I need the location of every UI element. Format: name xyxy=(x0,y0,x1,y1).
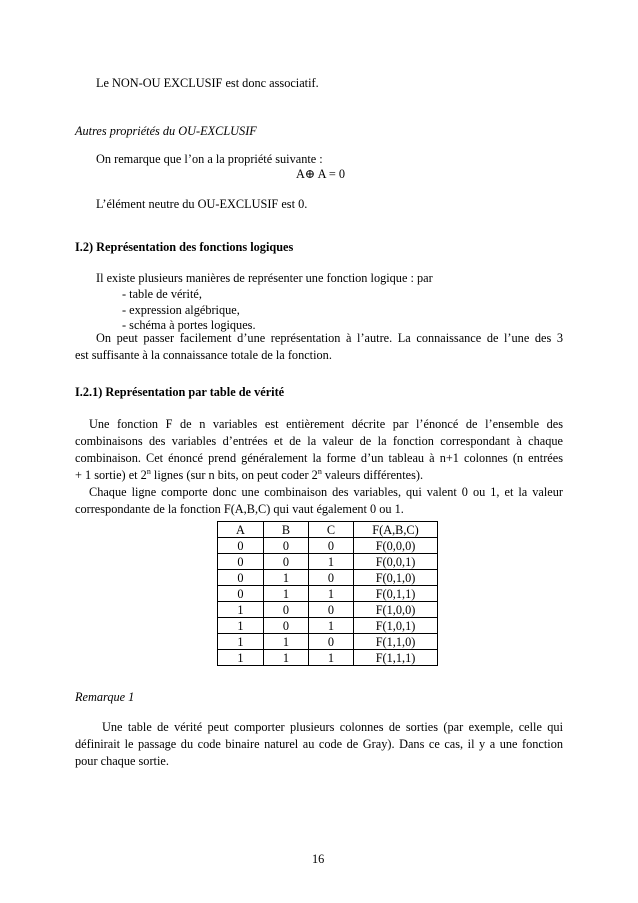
table-cell: F(0,0,0) xyxy=(354,538,438,554)
remarque-line3: pour chaque sortie. xyxy=(75,754,169,768)
heading-i2: I.2) Représentation des fonctions logiques xyxy=(75,240,294,254)
table-cell: 0 xyxy=(264,538,309,554)
table-row xyxy=(218,602,438,618)
line4-part2: lignes (sur n bits, on peut coder 2 xyxy=(150,468,318,482)
remarque-title: Remarque 1 xyxy=(75,690,135,704)
para-passer-line2: est suffisante à la connaissance totale de la fonction. xyxy=(75,348,332,362)
table-cell: 0 xyxy=(218,538,264,554)
list-item: - table de vérité, xyxy=(122,287,202,301)
table-cell: F(1,0,1) xyxy=(354,618,438,634)
table-cell: 0 xyxy=(309,538,354,554)
page-number: 16 xyxy=(312,852,325,866)
table-cell: 0 xyxy=(218,570,264,586)
table-cell: 1 xyxy=(309,650,354,666)
para-remarque: On remarque que l’on a la propriété suivante : xyxy=(96,152,323,166)
table-cell: 1 xyxy=(264,650,309,666)
header-cell: A xyxy=(218,522,264,538)
table-cell: 1 xyxy=(218,634,264,650)
para-fonction xyxy=(75,416,563,518)
table-cell: 1 xyxy=(264,586,309,602)
heading-i21: I.2.1) Représentation par table de vérité xyxy=(75,385,285,399)
formula-xor: A⊕ A = 0 xyxy=(296,167,346,181)
table-cell: F(1,1,0) xyxy=(354,634,438,650)
para-passer xyxy=(75,330,563,364)
header-cell: B xyxy=(264,522,309,538)
table-cell: F(0,1,1) xyxy=(354,586,438,602)
para-remarque-1 xyxy=(75,719,563,770)
table-row xyxy=(218,634,438,650)
table-cell: F(0,1,0) xyxy=(354,570,438,586)
header-cell: C xyxy=(309,522,354,538)
list-item: - expression algébrique, xyxy=(122,303,240,317)
table-cell: 0 xyxy=(264,602,309,618)
para-fonction-line2: combinaisons des variables d’entrées et de la valeur de la fonction correspondant à chaque xyxy=(75,434,563,448)
para-fonction-line4 xyxy=(75,467,563,484)
table-cell: 0 xyxy=(309,634,354,650)
exponent-n: n xyxy=(317,467,322,476)
table-cell: 0 xyxy=(309,570,354,586)
table-cell: 0 xyxy=(309,602,354,618)
list-item: - schéma à portes logiques. xyxy=(122,318,256,332)
para-element-neutre: L’élément neutre du OU-EXCLUSIF est 0. xyxy=(96,197,308,211)
section-title-proprietes: Autres propriétés du OU-EXCLUSIF xyxy=(75,124,257,138)
exponent-n: n xyxy=(146,467,151,476)
table-cell: F(1,1,1) xyxy=(354,650,438,666)
para-fonction-line3: combinaison. Cet énoncé prend généralement la forme d’un tableau à n+1 colonnes (n entrées xyxy=(75,451,563,465)
table-row xyxy=(218,618,438,634)
para-fonction-line5: Chaque ligne comporte donc une combinaison des variables, qui valent 0 ou 1, et la valeur xyxy=(89,485,563,499)
table-cell: 1 xyxy=(218,618,264,634)
header-cell: F(A,B,C) xyxy=(354,522,438,538)
para-fonction-line1: Une fonction F de n variables est entièrement décrite par l’énoncé de l’ensemble des xyxy=(89,417,563,431)
table-header-row xyxy=(218,522,438,538)
table-cell: F(1,0,0) xyxy=(354,602,438,618)
table-cell: 1 xyxy=(264,634,309,650)
table-cell: 0 xyxy=(264,618,309,634)
table-cell: 1 xyxy=(264,570,309,586)
table-cell: 1 xyxy=(218,602,264,618)
table-cell: 1 xyxy=(309,586,354,602)
line4-part1: + 1 sortie) et 2 xyxy=(75,468,147,482)
table-cell: 1 xyxy=(218,650,264,666)
table-row xyxy=(218,586,438,602)
table-cell: 0 xyxy=(218,554,264,570)
table-cell: F(0,0,1) xyxy=(354,554,438,570)
table-cell: 0 xyxy=(264,554,309,570)
table-cell: 1 xyxy=(309,554,354,570)
table-cell: 0 xyxy=(218,586,264,602)
table-row xyxy=(218,554,438,570)
line4-part3: valeurs différentes). xyxy=(321,468,424,482)
table-row xyxy=(218,650,438,666)
para-passer-line1: On peut passer facilement d’une représentation à l’autre. La connaissance de l’une des 3 xyxy=(96,331,563,345)
para-associatif: Le NON-OU EXCLUSIF est donc associatif. xyxy=(96,76,319,90)
table-row xyxy=(218,538,438,554)
table-cell: 1 xyxy=(309,618,354,634)
remarque-line1: Une table de vérité peut comporter plusieurs colonnes de sorties (par exemple, celle qui xyxy=(102,720,563,734)
truth-table xyxy=(217,521,438,666)
remarque-line2: définirait le passage du code binaire naturel au code de Gray). Dans ce cas, il y a une fonction xyxy=(75,737,563,751)
para-fonction-line6: correspondante de la fonction F(A,B,C) qui vaut également 0 ou 1. xyxy=(75,502,404,516)
table-row xyxy=(218,570,438,586)
para-intro: Il existe plusieurs manières de représenter une fonction logique : par xyxy=(96,271,433,285)
